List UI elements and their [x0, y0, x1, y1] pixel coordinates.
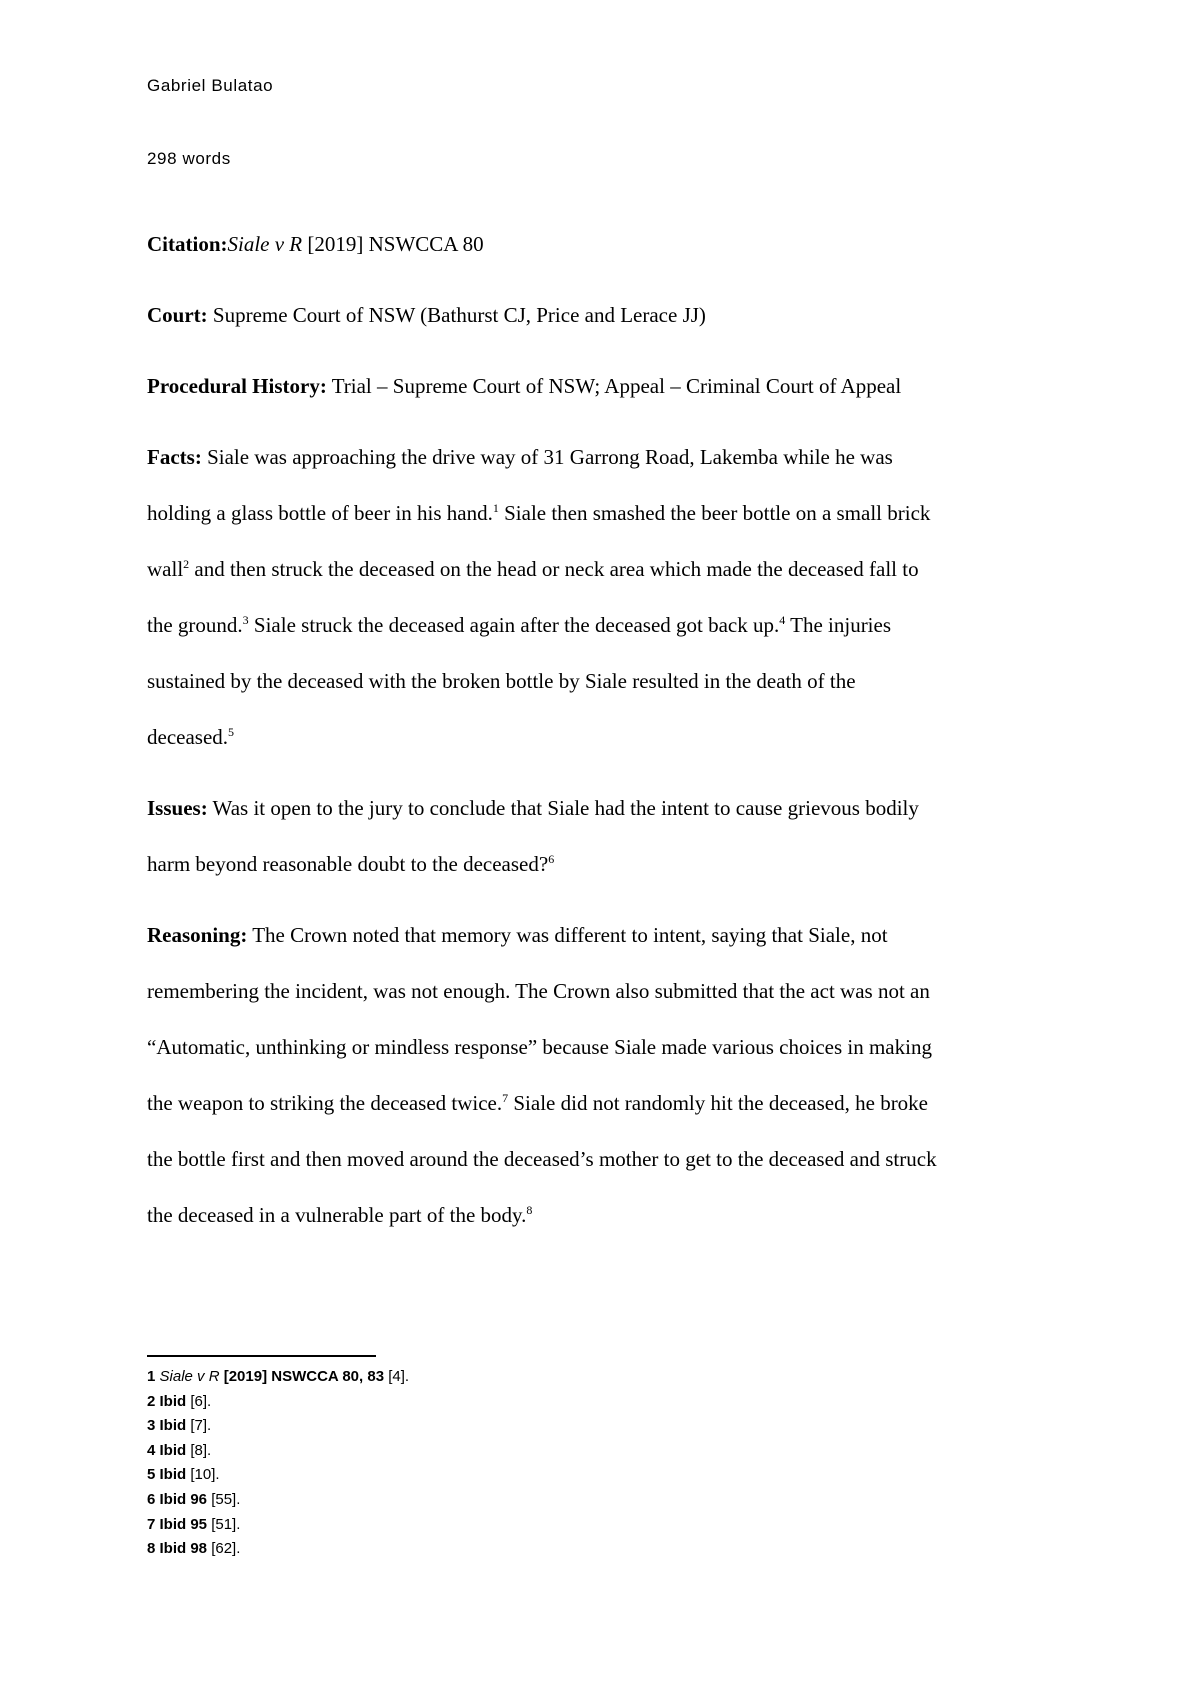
reasoning-text: the weapon to striking the deceased twice.	[147, 1091, 503, 1115]
footnote-text: Ibid	[155, 1441, 191, 1459]
footnote-item	[147, 1365, 409, 1390]
citation-paragraph	[147, 216, 1067, 272]
footnote-pinpoint: [6]	[190, 1392, 208, 1410]
reasoning-text: remembering the incident, was not enough. The Crown also submitted that the act was not an	[147, 979, 930, 1003]
issues-paragraph	[147, 780, 1067, 892]
facts-text: Siale then smashed the beer bottle on a small brick	[498, 501, 931, 525]
facts-text: wall	[147, 557, 184, 581]
footnote-end: .	[236, 1490, 241, 1508]
footnote-ref[interactable]: 7	[502, 1091, 509, 1105]
footnotes-list	[147, 1365, 409, 1562]
facts-label: Facts:	[147, 445, 202, 469]
footnote-text: Ibid 95	[155, 1515, 212, 1533]
footnote-pinpoint: [55]	[211, 1490, 237, 1508]
issues-text: Was it open to the jury to conclude that Siale had the intent to cause grievous bodily	[207, 796, 919, 820]
court-text: Supreme Court of NSW (Bathurst CJ, Price and Lerace JJ)	[207, 303, 706, 327]
footnote-text: Ibid	[155, 1392, 191, 1410]
footnote-ref[interactable]: 2	[183, 557, 190, 571]
footnote-ref[interactable]: 6	[548, 852, 555, 866]
footnote-number: 7	[147, 1515, 156, 1533]
footnote-pinpoint: [8]	[190, 1441, 208, 1459]
footnote-end: .	[215, 1466, 220, 1484]
reasoning-text: “Automatic, unthinking or mindless response” because Siale made various choices in making	[147, 1035, 932, 1059]
footnote-number: 5	[147, 1466, 156, 1484]
court-label: Court:	[147, 303, 208, 327]
issues-text: harm beyond reasonable doubt to the deceased?	[147, 852, 549, 876]
facts-text: and then struck the deceased on the head or neck area which made the deceased fall to	[189, 557, 919, 581]
facts-text: holding a glass bottle of beer in his hand.	[147, 501, 493, 525]
footnote-pinpoint: [62]	[211, 1540, 237, 1558]
court-paragraph	[147, 287, 1067, 343]
footnote-ref[interactable]: 4	[779, 613, 786, 627]
procedural-history-paragraph	[147, 358, 1067, 414]
footnote-number: 1	[147, 1368, 156, 1385]
footnote-pinpoint: [10]	[190, 1466, 216, 1484]
footnote-text: Ibid	[155, 1417, 191, 1435]
footnote-text: [2019] NSWCCA 80, 83	[219, 1368, 389, 1385]
reasoning-paragraph	[147, 907, 1067, 1243]
footnote-number: 6	[147, 1490, 156, 1508]
facts-text: sustained by the deceased with the broken bottle by Siale resulted in the death of the	[147, 669, 856, 693]
footnote-ref[interactable]: 1	[492, 501, 499, 515]
case-name: Siale v R	[227, 232, 303, 256]
footnote-item	[147, 1463, 409, 1488]
footnote-text: Ibid 96	[155, 1490, 212, 1508]
footnote-end: .	[236, 1515, 241, 1533]
footnote-number: 3	[147, 1417, 156, 1435]
footnote-item	[147, 1513, 409, 1538]
facts-text: Siale was approaching the drive way of 31 Garrong Road, Lakemba while he was	[201, 445, 893, 469]
reasoning-label: Reasoning:	[147, 923, 248, 947]
footnote-ref[interactable]: 8	[526, 1203, 533, 1217]
author-name: Gabriel Bulatao	[147, 76, 274, 95]
footnote-text: Ibid 98	[155, 1540, 212, 1558]
footnote-end: .	[207, 1417, 212, 1435]
reasoning-text: the bottle first and then moved around the deceased’s mother to get to the deceased and struck	[147, 1147, 937, 1171]
footnote-number: 2	[147, 1392, 156, 1410]
footnote-end: .	[207, 1441, 212, 1459]
footnote-pinpoint: [51]	[211, 1515, 237, 1533]
citation-label: Citation:	[147, 232, 228, 256]
footnote-item	[147, 1537, 409, 1562]
footnote-pinpoint: [7]	[190, 1417, 208, 1435]
procedural-history-text: Trial – Supreme Court of NSW; Appeal – Criminal Court of Appeal	[326, 374, 902, 398]
reasoning-text: Siale did not randomly hit the deceased, he broke	[508, 1091, 929, 1115]
footnote-item	[147, 1414, 409, 1439]
facts-text: The injuries	[785, 613, 892, 637]
facts-paragraph	[147, 429, 1067, 765]
footnote-item	[147, 1390, 409, 1415]
footnote-end: .	[404, 1368, 410, 1385]
footnote-separator	[147, 1355, 376, 1357]
footnote-case-name: Siale v R	[159, 1368, 220, 1385]
footnote-item	[147, 1488, 409, 1513]
issues-label: Issues:	[147, 796, 208, 820]
reasoning-text: The Crown noted that memory was different to intent, saying that Siale, not	[247, 923, 888, 947]
document-body	[147, 216, 1067, 1258]
citation-text: [2019] NSWCCA 80	[302, 232, 484, 256]
footnote-ref[interactable]: 3	[242, 613, 249, 627]
footnote-item	[147, 1439, 409, 1464]
procedural-history-label: Procedural History:	[147, 374, 327, 398]
reasoning-text: the deceased in a vulnerable part of the body.	[147, 1203, 527, 1227]
footnote-end: .	[207, 1392, 212, 1410]
facts-text: deceased.	[147, 725, 229, 749]
facts-text: the ground.	[147, 613, 243, 637]
footnote-number: 8	[147, 1540, 156, 1558]
word-count: 298 words	[147, 149, 231, 168]
footnote-end: .	[236, 1540, 241, 1558]
footnote-ref[interactable]: 5	[228, 725, 235, 739]
footnote-number: 4	[147, 1441, 156, 1459]
facts-text: Siale struck the deceased again after the deceased got back up.	[248, 613, 780, 637]
footnote-text: Ibid	[155, 1466, 191, 1484]
footnote-pinpoint: [4]	[388, 1368, 405, 1385]
